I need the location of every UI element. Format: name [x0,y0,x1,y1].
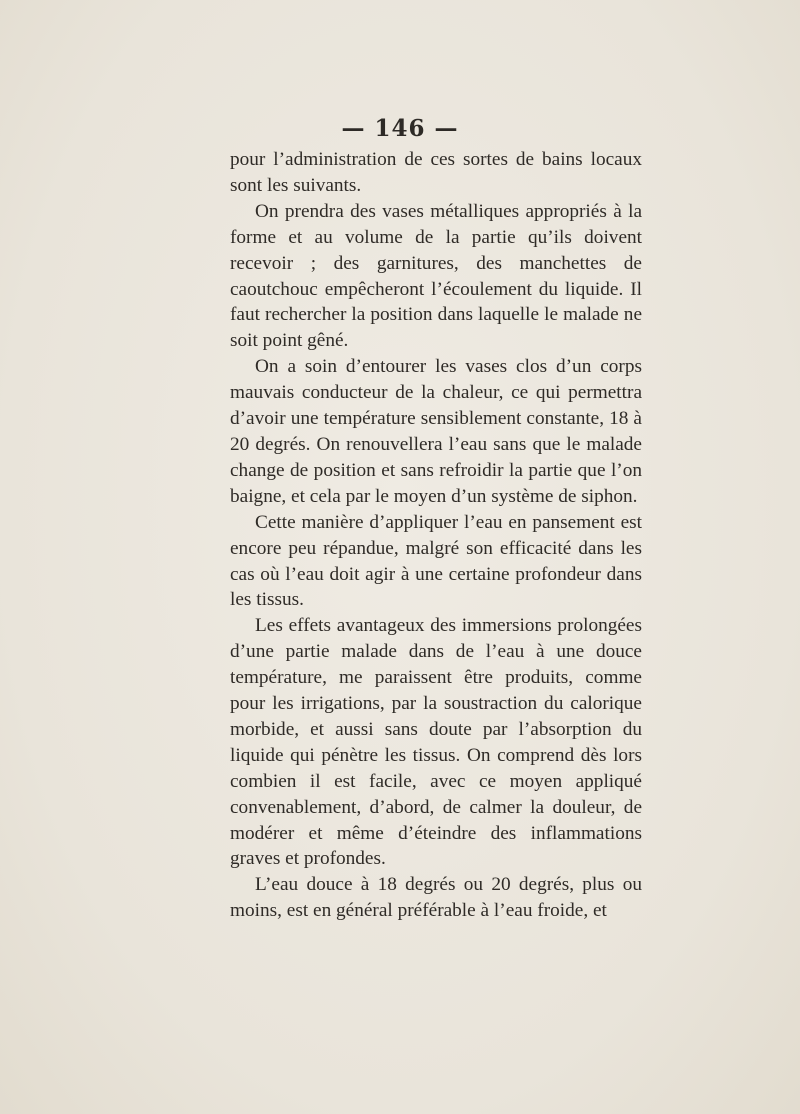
page-number: — 146 — [341,115,459,142]
paragraph-3: On a soin d’entourer les vases clos d’un corps mauvais conducteur de la chaleur, ce qui permettra d’avoir une température sensiblement constante, 18 à 20 degrés. On renouvellera l’eau sans que le malade change de position et sans refroidir la partie que l’on baigne, et cela par le moyen d’un système de siphon. [230,356,642,507]
paragraph-4: Cette manière d’appliquer l’eau en pansement est encore peu répandue, malgré son efficacité dans les cas où l’eau doit agir à une certaine profondeur dans les tissus. [230,511,642,611]
body-text [230,147,642,924]
paragraph-1: pour l’administration de ces sortes de bains locaux sont les suivants. [230,149,642,196]
paragraph-2: On prendra des vases métalliques appropriés à la forme et au volume de la partie qu’ils doivent recevoir ; des garnitures, des manchettes de caoutchouc empêcheront l’écoulement du liquide. Il faut rechercher la position dans laquelle le malade ne soit point gêné. [230,200,642,352]
paragraph-5: Les effets avantageux des immersions prolongées d’une partie malade dans de l’eau à une douce température, me paraissent être produits, comme pour les irrigations, par la soustraction du calorique morbide, et aussi sans doute par l’absorption du liquide qui pénètre les tissus. On comprend dès lors combien il est facile, avec ce moyen appliqué convenablement, d’abord, de calmer la douleur, de modérer et même d’éteindre des inflammations graves et profondes. [230,615,642,870]
paragraph-6: L’eau douce à 18 degrés ou 20 degrés, plus ou moins, est en général préférable à l’eau froide, et [230,874,642,922]
